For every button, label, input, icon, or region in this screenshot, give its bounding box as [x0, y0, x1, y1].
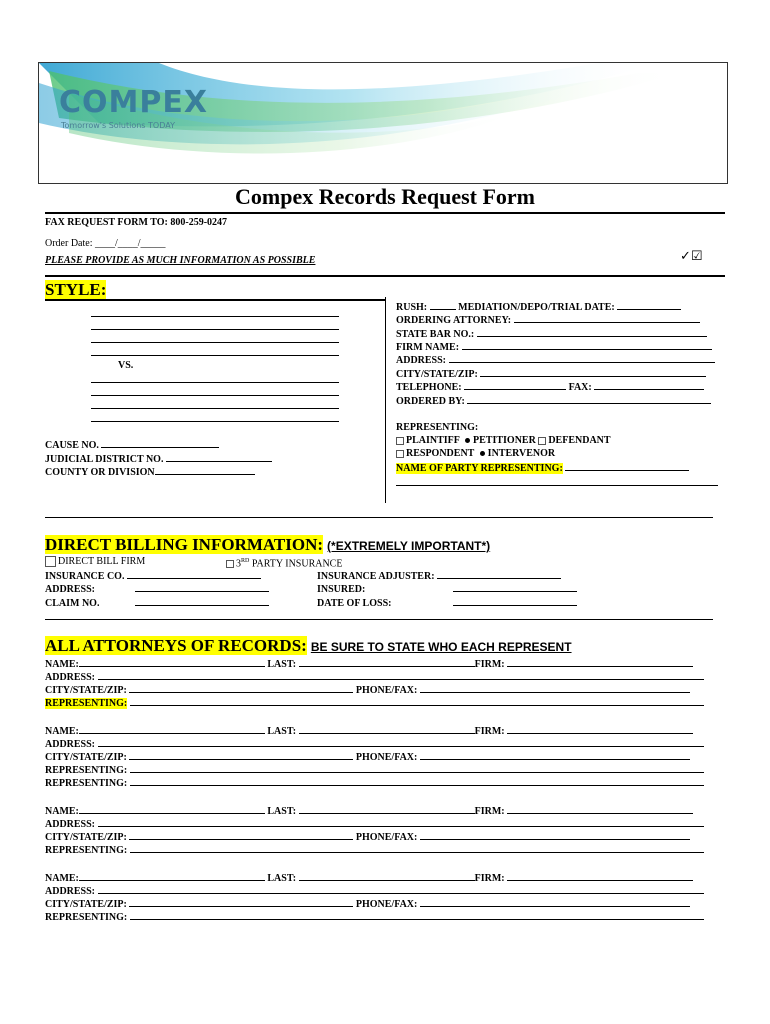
attorney-city-row[interactable]	[45, 683, 715, 697]
representing-label: REPRESENTING:	[396, 422, 479, 433]
claim-no-label: CLAIM NO.	[45, 598, 100, 609]
attorney-phone-label: PHONE/FAX:	[355, 899, 418, 910]
billing-heading: DIRECT BILLING INFORMATION:	[45, 535, 324, 554]
county-label: COUNTY OR DIVISION	[45, 467, 155, 478]
attorney-address-row[interactable]	[45, 670, 715, 684]
party-representing-label: NAME OF PARTY REPRESENTING:	[396, 463, 563, 474]
order-date[interactable]: Order Date: ____/____/_____	[45, 238, 166, 249]
billing-address-label: ADDRESS:	[45, 584, 96, 595]
attorney-phone-label: PHONE/FAX:	[355, 685, 418, 696]
vs-label: VS.	[118, 360, 134, 371]
plaintiff-checkbox[interactable]	[396, 437, 404, 445]
attorney-city-label: CITY/STATE/ZIP:	[45, 832, 127, 843]
logo-banner	[38, 62, 728, 184]
attorney-name-row[interactable]	[45, 657, 715, 671]
ordering-attorney-label: ORDERING ATTORNEY:	[396, 315, 512, 326]
attorney-firm-label: FIRM:	[474, 726, 505, 737]
address-label: ADDRESS:	[396, 355, 447, 366]
mediation-label: MEDIATION/DEPO/TRIAL DATE:	[458, 302, 615, 313]
style-divider	[385, 297, 386, 503]
attorney-address-label: ADDRESS:	[45, 672, 96, 683]
style-rule	[45, 299, 385, 301]
attorney-representing-row[interactable]	[45, 696, 715, 710]
form-title: Compex Records Request Form	[235, 184, 535, 209]
attorneys-heading: ALL ATTORNEYS OF RECORDS:	[45, 636, 307, 655]
date-of-loss-label: DATE OF LOSS:	[317, 598, 392, 609]
rush-row[interactable]	[396, 300, 681, 314]
cause-no-row[interactable]	[45, 438, 219, 452]
ordered-by-row[interactable]	[396, 394, 711, 408]
checkbox-icon[interactable]: ✓☑	[680, 249, 703, 264]
attorneys-heading-row	[45, 636, 572, 656]
attorney-representing-row[interactable]	[45, 776, 715, 790]
attorney-address-row[interactable]	[45, 737, 715, 751]
rush-label: RUSH:	[396, 302, 428, 313]
title-rule	[45, 212, 725, 214]
third-party-checkbox[interactable]	[226, 560, 234, 568]
attorney-name-label: NAME:	[45, 873, 79, 884]
judicial-label: JUDICIAL DISTRICT NO.	[45, 454, 164, 465]
attorney-phone-label: PHONE/FAX:	[355, 832, 418, 843]
county-row[interactable]	[45, 465, 255, 479]
header-rule	[45, 275, 725, 277]
party-options-row1	[396, 434, 611, 447]
ordering-attorney-row[interactable]	[396, 313, 700, 327]
attorney-name-row[interactable]	[45, 804, 715, 818]
address-row[interactable]	[396, 353, 715, 367]
bullet-icon	[480, 451, 485, 456]
defendant-checkbox[interactable]	[538, 437, 546, 445]
insured-row[interactable]	[317, 582, 577, 596]
claim-no-row[interactable]	[45, 596, 269, 610]
attorney-representing-label: REPRESENTING:	[45, 765, 128, 776]
party-options-row2	[396, 447, 555, 460]
attorney-city-label: CITY/STATE/ZIP:	[45, 685, 127, 696]
attorney-representing-label: REPRESENTING:	[45, 845, 128, 856]
attorney-firm-label: FIRM:	[474, 659, 505, 670]
direct-bill-checkbox[interactable]	[45, 556, 56, 567]
attorney-name-label: NAME:	[45, 726, 79, 737]
bullet-icon	[465, 438, 470, 443]
attorney-representing-label: REPRESENTING:	[45, 778, 128, 789]
attorney-city-row[interactable]	[45, 750, 715, 764]
attorney-name-label: NAME:	[45, 659, 79, 670]
billing-heading-row	[45, 535, 490, 555]
state-bar-row[interactable]	[396, 327, 707, 341]
city-label: CITY/STATE/ZIP:	[396, 369, 478, 380]
attorney-name-label: NAME:	[45, 806, 79, 817]
telephone-row[interactable]	[396, 380, 704, 394]
attorney-firm-label: FIRM:	[474, 873, 505, 884]
plaintiff-label: PLAINTIFF	[406, 435, 460, 446]
attorney-phone-label: PHONE/FAX:	[355, 752, 418, 763]
party-representing-line2[interactable]	[396, 485, 718, 486]
attorney-city-label: CITY/STATE/ZIP:	[45, 752, 127, 763]
date-of-loss-row[interactable]	[317, 596, 577, 610]
firm-name-label: FIRM NAME:	[396, 342, 460, 353]
third-party-number: 3	[236, 558, 241, 570]
ordered-by-label: ORDERED BY:	[396, 396, 465, 407]
defendant-label: DEFENDANT	[548, 435, 611, 446]
petitioner-label: PETITIONER	[473, 435, 536, 446]
style-bottom-rule	[45, 517, 713, 518]
respondent-label: RESPONDENT	[406, 448, 475, 459]
adjuster-row[interactable]	[317, 569, 561, 583]
billing-important: (*EXTREMELY IMPORTANT*)	[327, 539, 491, 553]
adjuster-label: INSURANCE ADJUSTER:	[317, 571, 435, 582]
attorney-address-label: ADDRESS:	[45, 739, 96, 750]
attorney-last-label: LAST:	[267, 726, 297, 737]
telephone-label: TELEPHONE:	[396, 382, 462, 393]
attorney-city-label: CITY/STATE/ZIP:	[45, 899, 127, 910]
attorney-name-row[interactable]	[45, 871, 715, 885]
fax-label: FAX:	[568, 382, 592, 393]
attorney-representing-label: REPRESENTING:	[45, 698, 128, 709]
insurance-co-label: INSURANCE CO.	[45, 571, 125, 582]
attorney-city-row[interactable]	[45, 830, 715, 844]
insured-label: INSURED:	[317, 584, 366, 595]
direct-bill-option	[45, 555, 145, 568]
fax-line: FAX REQUEST FORM TO: 800-259-0247	[45, 217, 228, 228]
respondent-checkbox[interactable]	[396, 450, 404, 458]
attorney-last-label: LAST:	[267, 806, 297, 817]
intervenor-label: INTERVENOR	[487, 448, 556, 459]
attorney-city-row[interactable]	[45, 897, 715, 911]
attorney-address-row[interactable]	[45, 817, 715, 831]
attorney-last-label: LAST:	[267, 873, 297, 884]
attorney-representing-row[interactable]	[45, 910, 715, 924]
attorney-name-row[interactable]	[45, 724, 715, 738]
cause-no-label: CAUSE NO.	[45, 440, 99, 451]
attorney-representing-label: REPRESENTING:	[45, 912, 128, 923]
insurance-co-row[interactable]	[45, 569, 261, 583]
third-party-label: PARTY INSURANCE	[251, 558, 343, 570]
attorney-representing-row[interactable]	[45, 843, 715, 857]
attorney-firm-label: FIRM:	[474, 806, 505, 817]
attorneys-subheading: BE SURE TO STATE WHO EACH REPRESENT	[310, 640, 572, 654]
city-row[interactable]	[396, 367, 706, 381]
judicial-row[interactable]	[45, 452, 272, 466]
third-party-ordinal: RD	[241, 558, 250, 564]
direct-bill-label: DIRECT BILL FIRM	[58, 556, 146, 567]
attorney-last-label: LAST:	[267, 659, 297, 670]
attorney-address-label: ADDRESS:	[45, 886, 96, 897]
attorney-address-row[interactable]	[45, 884, 715, 898]
style-heading: STYLE:	[45, 280, 107, 299]
firm-name-row[interactable]	[396, 340, 712, 354]
logo-text: COMPEX	[59, 85, 208, 120]
attorney-address-label: ADDRESS:	[45, 819, 96, 830]
billing-address-row[interactable]	[45, 582, 269, 596]
provide-info-text: PLEASE PROVIDE AS MUCH INFORMATION AS POSSIBLE	[45, 255, 316, 266]
logo-tagline: Tomorrow's Solutions TODAY	[61, 121, 175, 130]
state-bar-label: STATE BAR NO.:	[396, 329, 475, 340]
party-representing-row[interactable]	[396, 461, 689, 475]
billing-bottom-rule	[45, 619, 713, 620]
attorney-representing-row[interactable]	[45, 763, 715, 777]
